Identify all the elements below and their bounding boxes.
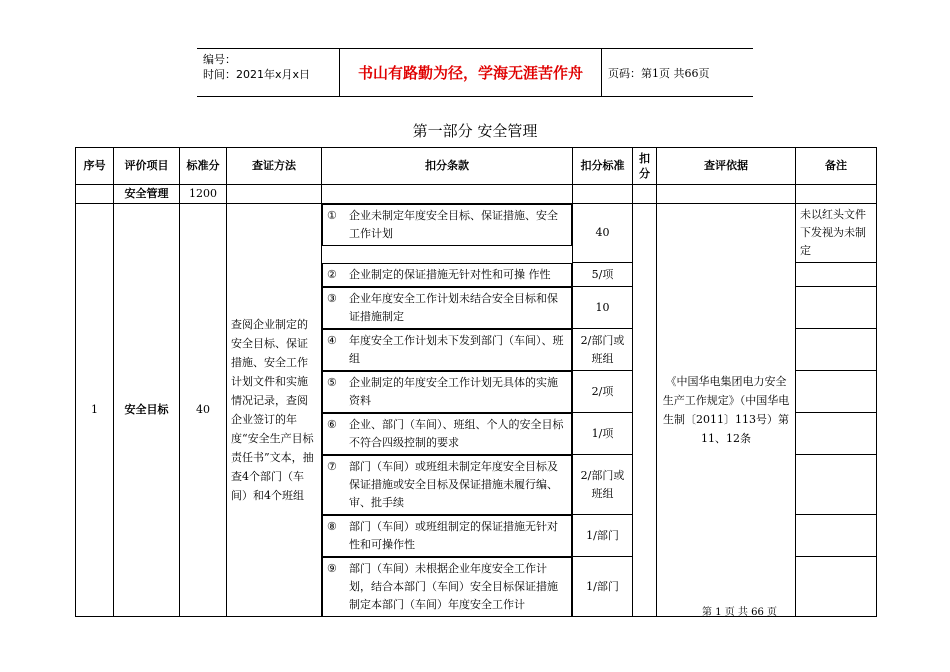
clause-std-1: 40 <box>573 204 633 263</box>
col-header-score: 标准分 <box>180 148 227 185</box>
clause-1: ① 企业未制定年度安全目标、保证措施、安全工作计划 <box>322 204 572 246</box>
clause-std-2: 5/项 <box>573 263 633 287</box>
item-no: 1 <box>76 204 114 617</box>
number-label: 编号： <box>203 53 236 66</box>
page-title: 第一部分 安全管理 <box>412 122 538 140</box>
table-row <box>76 204 877 263</box>
clause-7: ⑦ 部门（车间）或班组未制定年度安全目标及保证措施或安全目标及保证措施未履行编、审、批手续 <box>322 455 572 515</box>
section-name: 安全管理 <box>114 185 180 204</box>
motto: 书山有路勤为径，学海无涯苦作舟 <box>357 64 583 82</box>
time-label: 时间：2021年x月x日 <box>203 68 311 81</box>
clause-std-8: 1/部门 <box>573 515 633 557</box>
col-header-note: 备注 <box>796 148 877 185</box>
clause-2: ② 企业制定的保证措施无针对性和可操 作性 <box>322 263 572 287</box>
page-footer: 第 1 页 共 66 页 <box>702 607 777 618</box>
deduct-cell <box>633 204 657 617</box>
clause-std-9: 1/部门 <box>573 557 633 617</box>
col-header-method: 查证方法 <box>227 148 322 185</box>
page-header <box>197 48 753 97</box>
item-name: 安全目标 <box>114 204 180 617</box>
evaluation-table <box>75 147 877 617</box>
clause-4: ④ 年度安全工作计划未下发到部门（车间）、班组 <box>322 329 572 371</box>
col-header-clauses: 扣分条款 <box>322 148 573 185</box>
clause-6: ⑥ 企业、部门（车间）、班组、个人的安全目标不符合四级控制的要求 <box>322 413 572 455</box>
item-score: 40 <box>180 204 227 617</box>
section-score: 1200 <box>180 185 227 204</box>
col-header-std: 扣分标准 <box>573 148 633 185</box>
clause-5: ⑤ 企业制定的年度安全工作计划无具体的实施资料 <box>322 371 572 413</box>
col-header-item: 评价项目 <box>114 148 180 185</box>
col-header-basis: 查评依据 <box>657 148 796 185</box>
item-note: 未以红头文件下发视为未制定 <box>796 204 877 263</box>
clause-std-6: 1/项 <box>573 413 633 455</box>
clause-9: ⑨ 部门（车间）未根据企业年度安全工作计划，结合本部门（车间）安全目标保证措施制定本部门（车间）年度安全工作计 <box>322 557 572 617</box>
clause-std-4: 2/部门或班组 <box>573 329 633 371</box>
header-motto-cell <box>340 49 602 96</box>
col-header-no: 序号 <box>76 148 114 185</box>
clause-std-5: 2/项 <box>573 371 633 413</box>
header-row <box>76 148 877 185</box>
page-code: 页码：第1页 共66页 <box>608 66 710 80</box>
header-meta <box>197 49 340 96</box>
section-row <box>76 185 877 204</box>
item-method: 查阅企业制定的安全目标、保证措施、安全工作计划文件和实施情况记录，查阅企业签订的年度“安全生产目标责任书”文本，抽查4个部门（车间）和4个班组 <box>227 204 322 617</box>
clause-3: ③ 企业年度安全工作计划未结合安全目标和保证措施制定 <box>322 287 572 329</box>
header-page-code-cell <box>602 49 753 96</box>
clause-std-3: 10 <box>573 287 633 329</box>
item-basis: 《中国华电集团电力安全生产工作规定》（中国华电生制〔2011〕113号）第11、12条 <box>657 204 796 617</box>
clause-std-7: 2/部门或班组 <box>573 455 633 515</box>
col-header-deduct: 扣分 <box>633 148 657 185</box>
clause-8: ⑧ 部门（车间）或班组制定的保证措施无针对性和可操作性 <box>322 515 572 557</box>
